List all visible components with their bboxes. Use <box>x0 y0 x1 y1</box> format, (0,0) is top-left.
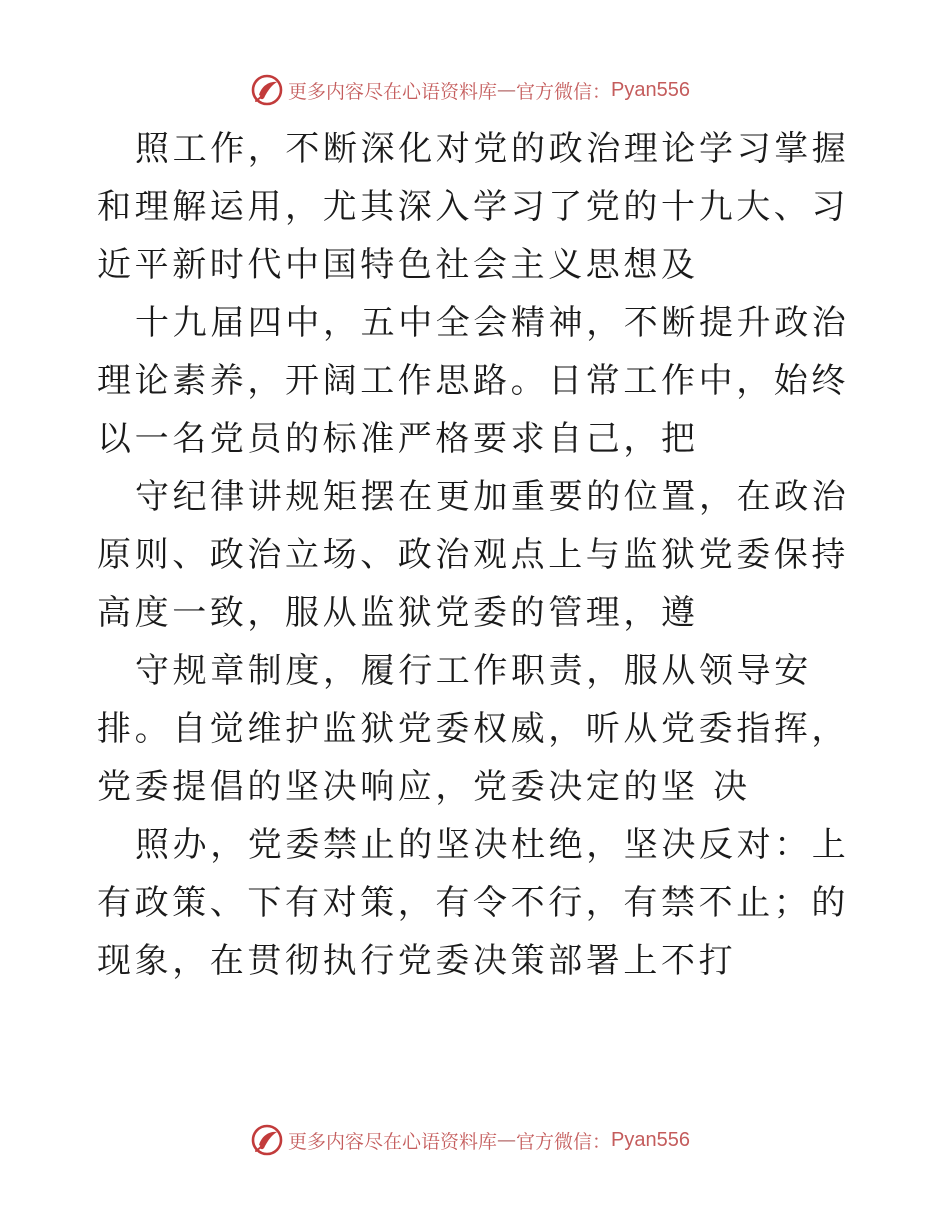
header-watermark <box>0 70 950 110</box>
footer-watermark <box>0 1120 950 1160</box>
watermark-separator: — <box>497 1129 517 1151</box>
brand-logo-icon <box>250 73 284 107</box>
watermark-handle: Pyan556 <box>611 1128 690 1151</box>
paragraph-5: 照办，党委禁止的坚决杜绝，坚决反对：上有政策、下有对策，有令不行，有禁不止；的现象，在贯彻执行党委决策部署上不打 <box>97 825 850 981</box>
paragraph-2: 十九届四中，五中全会精神，不断提升政治理论素养，开阔工作思路。日常工作中，始终以一名党员的标准严格要求自己，把 <box>97 303 850 459</box>
watermark-handle: Pyan556 <box>611 78 690 101</box>
brand-logo-icon <box>250 1123 284 1157</box>
paragraph-3: 守纪律讲规矩摆在更加重要的位置，在政治原则、政治立场、政治观点上与监狱党委保持高度一致，服从监狱党委的管理，遵 <box>97 477 850 633</box>
paragraph-1: 照工作，不断深化对党的政治理论学习掌握和理解运用，尤其深入学习了党的十九大、习近平新时代中国特色社会主义思想及 <box>97 129 850 285</box>
document-body <box>97 120 857 990</box>
watermark-contact-label: 官方微信： <box>516 1130 612 1153</box>
watermark-contact-label: 官方微信： <box>516 80 612 103</box>
watermark-separator: — <box>497 79 517 101</box>
paragraph-4: 守规章制度，履行工作职责，服从领导安排。自觉维护监狱党委权威，听从党委指挥，党委提倡的坚决响应，党委决定的坚 决 <box>97 651 849 807</box>
watermark-brand-text: 更多内容尽在心语资料库 <box>288 1130 498 1153</box>
watermark-brand-text: 更多内容尽在心语资料库 <box>288 80 498 103</box>
